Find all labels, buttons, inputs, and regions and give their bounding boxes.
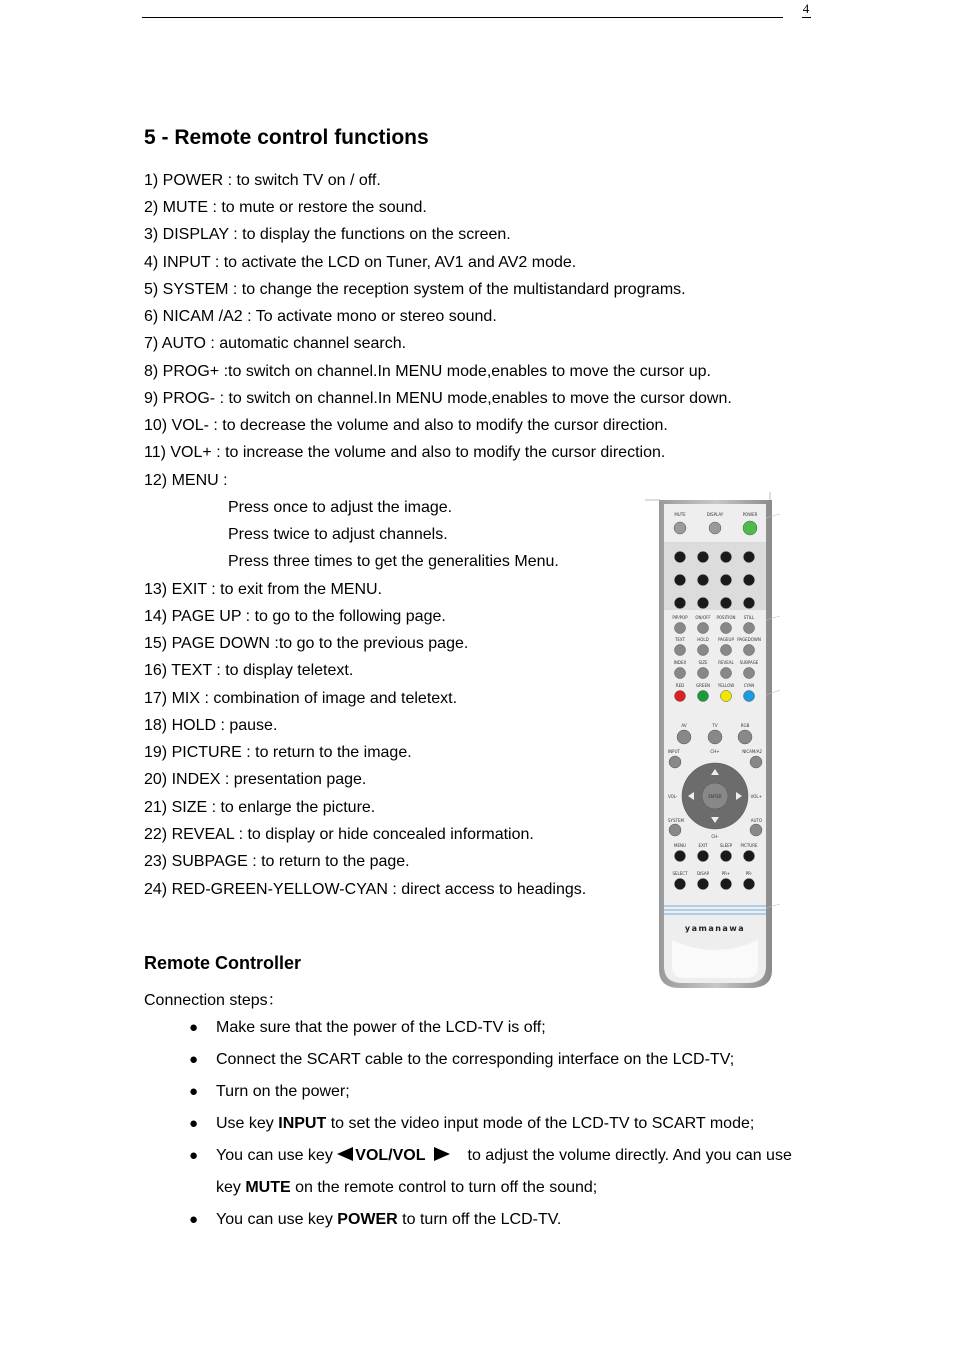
remote-key-label: CH+: [710, 749, 720, 754]
step-6-post: to turn off the LCD-TV.: [397, 1211, 562, 1228]
bullet-icon: ●: [189, 1019, 199, 1036]
function-item: 15) PAGE DOWN :to go to the previous page.: [144, 635, 469, 652]
step-5-continued: [216, 1178, 597, 1198]
number-button: [744, 598, 755, 609]
function-item: 12) MENU :: [144, 472, 228, 489]
vol-key-name: VOL/VOL: [355, 1147, 426, 1164]
bottom-button: [698, 851, 709, 862]
number-button: [698, 598, 709, 609]
bullet-icon: ●: [189, 1051, 199, 1068]
power-button: [743, 521, 757, 535]
function-item: 19) PICTURE : to return to the image.: [144, 744, 412, 761]
remote-key-label: SELECT: [672, 871, 688, 876]
remote-key-label: PR-: [745, 871, 753, 876]
number-button: [721, 552, 732, 563]
remote-key-label: ENTER: [708, 794, 722, 799]
bottom-button: [721, 851, 732, 862]
function-item: 18) HOLD : pause.: [144, 717, 278, 734]
function-item: 20) INDEX : presentation page.: [144, 771, 367, 788]
function-item: 17) MIX : combination of image and teletext.: [144, 690, 458, 707]
menu-sub-item: Press once to adjust the image.: [228, 499, 453, 516]
bottom-button: [721, 879, 732, 890]
section-title: 5 - Remote control functions: [144, 126, 429, 149]
number-button: [721, 598, 732, 609]
tv-button: [708, 730, 722, 744]
function-item: 14) PAGE UP : to go to the following page.: [144, 608, 446, 625]
function-item: 6) NICAM /A2 : To activate mono or stereo sound.: [144, 308, 497, 325]
step-5: [216, 1146, 792, 1166]
bottom-button: [698, 879, 709, 890]
remote-key-label: GREEN: [696, 683, 710, 688]
step-1: Make sure that the power of the LCD-TV is off;: [216, 1019, 546, 1036]
function-button: [675, 668, 686, 679]
menu-sub-item: Press three times to get the generalities Menu.: [228, 553, 559, 570]
function-button: [744, 623, 755, 634]
connection-steps-label: Connection steps：: [144, 992, 284, 1009]
remote-key-label: TEXT: [674, 637, 686, 642]
step-5-post: to adjust the volume directly. And you can use: [467, 1147, 792, 1164]
number-button: [698, 575, 709, 586]
color-button: [698, 691, 709, 702]
step-6-pre: You can use key: [216, 1211, 338, 1228]
remote-key-label: PICTURE: [740, 843, 758, 848]
function-item: 3) DISPLAY : to display the functions on the screen.: [144, 226, 511, 243]
step-4-pre: Use key: [216, 1115, 279, 1132]
color-button: [721, 691, 732, 702]
remote-key-label: VOL-: [668, 794, 678, 799]
remote-key-label: PR+: [721, 871, 731, 876]
bottom-button: [744, 851, 755, 862]
bottom-button: [675, 879, 686, 890]
rgb-button: [738, 730, 752, 744]
step-5b-pre: key: [216, 1179, 246, 1196]
menu-sub-item: Press twice to adjust channels.: [228, 526, 448, 543]
remote-key-label: PIP/POP: [672, 615, 688, 620]
number-button: [675, 575, 686, 586]
function-button: [675, 623, 686, 634]
function-item: 9) PROG- : to switch on channel.In MENU mode,enables to move the cursor down.: [144, 390, 732, 407]
remote-key-label: PAGEDOWN: [737, 637, 761, 642]
arrow-left-icon: [337, 1147, 353, 1161]
step-6: [216, 1210, 561, 1230]
remote-key-label: INPUT: [668, 749, 680, 754]
remote-key-label: PAGEUP: [718, 637, 734, 642]
step-5b-post: on the remote control to turn off the sound;: [290, 1179, 598, 1196]
number-button: [698, 552, 709, 563]
remote-key-label: RGB: [740, 723, 750, 728]
function-button: [744, 668, 755, 679]
function-item: 22) REVEAL : to display or hide concealed information.: [144, 826, 534, 843]
function-item: 7) AUTO : automatic channel search.: [144, 335, 407, 352]
function-button: [698, 623, 709, 634]
remote-key-label: AUTO: [750, 818, 762, 823]
bottom-button: [675, 851, 686, 862]
remote-key-label: SLEEP: [719, 843, 733, 848]
remote-key-label: ON/OFF: [695, 615, 711, 620]
function-item: 8) PROG+ :to switch on channel.In MENU mode,enables to move the cursor up.: [144, 363, 711, 380]
auto-button: [750, 824, 762, 836]
bullet-icon: ●: [189, 1083, 199, 1100]
remote-key-label: POWER: [742, 512, 758, 517]
remote-key-label: YELLOW: [717, 683, 735, 688]
remote-key-label: DISPLAY: [706, 512, 724, 517]
number-button: [675, 598, 686, 609]
remote-key-label: RED: [675, 683, 685, 688]
header-rule: [142, 17, 783, 18]
remote-brand: yamanawa: [684, 924, 746, 933]
step-2: Connect the SCART cable to the corresponding interface on the LCD-TV;: [216, 1051, 735, 1068]
function-button: [675, 645, 686, 656]
step-3: Turn on the power;: [216, 1083, 350, 1100]
bullet-icon: ●: [189, 1115, 199, 1132]
function-item: 1) POWER : to switch TV on / off.: [144, 172, 381, 189]
number-button: [744, 552, 755, 563]
function-button: [721, 623, 732, 634]
mute-button: [674, 522, 686, 534]
remote-key-label: REVEAL: [718, 660, 734, 665]
function-item: 2) MUTE : to mute or restore the sound.: [144, 199, 427, 216]
remote-key-label: CH-: [711, 834, 719, 839]
function-button: [698, 645, 709, 656]
remote-key-label: INDEX: [673, 660, 687, 665]
function-item: 16) TEXT : to display teletext.: [144, 662, 354, 679]
bullet-icon: ●: [189, 1211, 199, 1228]
function-button: [744, 645, 755, 656]
input-button: [669, 756, 681, 768]
remote-key-label: VOL+: [750, 794, 762, 799]
remote-control-image: [640, 490, 785, 993]
remote-key-label: MUTE: [674, 512, 686, 517]
nicam-button: [750, 756, 762, 768]
remote-key-label: TV: [712, 723, 718, 728]
av-button: [677, 730, 691, 744]
function-button: [698, 668, 709, 679]
function-item: 5) SYSTEM : to change the reception system of the multistandard programs.: [144, 281, 686, 298]
remote-key-label: SYSTEM: [668, 818, 684, 823]
step-5-pre: You can use key: [216, 1147, 338, 1164]
remote-key-label: STILL: [743, 615, 755, 620]
function-item: 24) RED-GREEN-YELLOW-CYAN : direct access to headings.: [144, 881, 587, 898]
display-button: [709, 522, 721, 534]
input-key-name: INPUT: [278, 1115, 327, 1132]
remote-key-label: MENU: [674, 843, 686, 848]
mute-key-name: MUTE: [245, 1179, 291, 1196]
step-4-post: to set the video input mode of the LCD-TV to SCART mode;: [326, 1115, 755, 1132]
system-button: [669, 824, 681, 836]
color-button: [744, 691, 755, 702]
function-item: 21) SIZE : to enlarge the picture.: [144, 799, 376, 816]
color-button: [675, 691, 686, 702]
remote-key-label: NICAM/A2: [742, 749, 762, 754]
bottom-button: [744, 879, 755, 890]
function-button: [721, 668, 732, 679]
remote-key-label: SUBPAGE: [739, 660, 759, 665]
power-key-name: POWER: [337, 1211, 398, 1228]
bullet-icon: ●: [189, 1147, 199, 1164]
page-number: 4: [802, 1, 810, 16]
arrow-right-icon: [434, 1147, 450, 1161]
function-item: 23) SUBPAGE : to return to the page.: [144, 853, 410, 870]
function-item: 11) VOL+ : to increase the volume and also to modify the cursor direction.: [144, 444, 666, 461]
remote-key-label: POSITION: [716, 615, 736, 620]
remote-key-label: SIZE: [698, 660, 708, 665]
function-item: 13) EXIT : to exit from the MENU.: [144, 581, 382, 598]
function-item: 4) INPUT : to activate the LCD on Tuner, AV1 and AV2 mode.: [144, 254, 577, 271]
number-button: [721, 575, 732, 586]
step-4: [216, 1114, 754, 1134]
page-number-underline: [802, 17, 811, 18]
remote-controller-heading: Remote Controller: [144, 953, 302, 973]
number-button: [675, 552, 686, 563]
remote-key-label: AV: [681, 723, 687, 728]
remote-key-label: HOLD: [697, 637, 709, 642]
remote-key-label: DISAP: [696, 871, 710, 876]
function-button: [721, 645, 732, 656]
number-button: [744, 575, 755, 586]
remote-key-label: EXIT: [698, 843, 708, 848]
function-item: 10) VOL- : to decrease the volume and also to modify the cursor direction.: [144, 417, 668, 434]
remote-key-label: CYAN: [743, 683, 755, 688]
